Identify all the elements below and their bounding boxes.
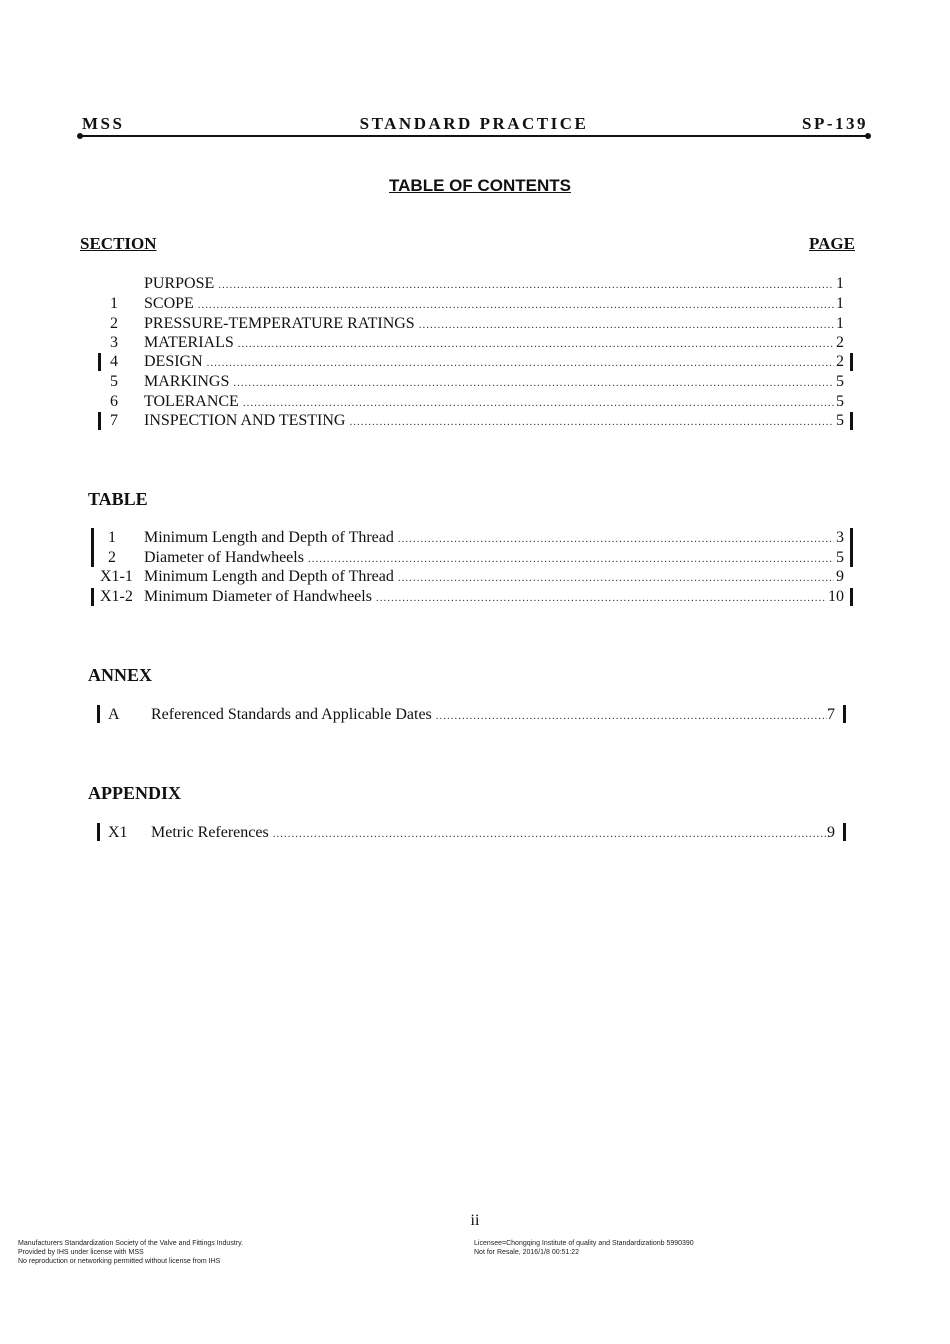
entry-title: Minimum Length and Depth of Thread bbox=[144, 568, 394, 585]
toc-entry-design[interactable] bbox=[80, 352, 860, 372]
toc-annex-entry-a[interactable] bbox=[80, 705, 860, 725]
dot-leader bbox=[308, 549, 834, 569]
dot-leader bbox=[233, 373, 834, 393]
header-rule-left-dot bbox=[77, 133, 83, 139]
toc-entry-tolerance[interactable] bbox=[80, 392, 860, 412]
footer-line: Licensee=Chongqing Institute of quality and Standardizationb 5990390 bbox=[474, 1240, 694, 1247]
dot-leader bbox=[273, 824, 827, 844]
toc-entry-markings[interactable] bbox=[80, 372, 860, 392]
entry-page: 2 bbox=[836, 353, 844, 370]
change-bar bbox=[850, 588, 853, 606]
entry-number: 1 bbox=[108, 529, 116, 546]
footer-line: Not for Resale, 2016/1/8 00:51:22 bbox=[474, 1249, 580, 1256]
change-bar bbox=[91, 588, 94, 606]
entry-page: 5 bbox=[836, 393, 844, 410]
dot-leader bbox=[419, 315, 834, 335]
change-bar bbox=[843, 705, 846, 723]
entry-number: 5 bbox=[110, 373, 118, 390]
dot-leader bbox=[436, 706, 827, 726]
toc-table-entry-2[interactable] bbox=[80, 548, 860, 568]
entry-title: Diameter of Handwheels bbox=[144, 549, 304, 566]
entry-number: A bbox=[108, 706, 120, 723]
dot-leader bbox=[349, 412, 834, 432]
toc-entry-materials[interactable] bbox=[80, 333, 860, 353]
footer-line: No reproduction or networking permitted without license from IHS bbox=[18, 1258, 221, 1265]
toc-entry-inspection-and-testing[interactable] bbox=[80, 411, 860, 431]
footer-left bbox=[18, 1239, 243, 1266]
toc-entry-purpose[interactable] bbox=[80, 274, 860, 294]
change-bar bbox=[98, 353, 101, 371]
entry-title: PRESSURE-TEMPERATURE RATINGS bbox=[144, 315, 415, 332]
dot-leader bbox=[218, 275, 834, 295]
entry-page: 10 bbox=[828, 588, 844, 605]
toc-table-entry-x1-2[interactable] bbox=[80, 587, 860, 607]
entry-title: Minimum Diameter of Handwheels bbox=[144, 588, 372, 605]
dot-leader bbox=[198, 295, 834, 315]
entry-number: 1 bbox=[110, 295, 118, 312]
entry-number: 2 bbox=[110, 315, 118, 332]
page-number: ii bbox=[470, 1212, 480, 1229]
entry-page: 2 bbox=[836, 334, 844, 351]
change-bar bbox=[98, 412, 101, 430]
entry-title: TOLERANCE bbox=[144, 393, 239, 410]
change-bar bbox=[843, 823, 846, 841]
entry-page: 9 bbox=[836, 568, 844, 585]
header-doc-number: SP-139 bbox=[802, 114, 868, 133]
header-rule-right-dot bbox=[865, 133, 871, 139]
entry-page: 5 bbox=[836, 373, 844, 390]
annex-heading: ANNEX bbox=[88, 665, 153, 685]
dot-leader bbox=[376, 588, 826, 608]
entry-number: X1-1 bbox=[100, 568, 133, 585]
entry-page: 1 bbox=[836, 275, 844, 292]
header-rule bbox=[80, 135, 868, 137]
entry-title: DESIGN bbox=[144, 353, 203, 370]
entry-number: X1-2 bbox=[100, 588, 133, 605]
entry-title: Metric References bbox=[151, 824, 269, 841]
section-column-heading: SECTION bbox=[80, 234, 157, 253]
footer-right bbox=[474, 1239, 694, 1257]
footer-line: Provided by IHS under license with MSS bbox=[18, 1249, 144, 1256]
entry-number: 4 bbox=[110, 353, 118, 370]
table-heading: TABLE bbox=[88, 489, 148, 509]
entry-title: MARKINGS bbox=[144, 373, 230, 390]
dot-leader bbox=[398, 568, 834, 588]
entry-number: X1 bbox=[108, 824, 128, 841]
change-bar bbox=[97, 823, 100, 841]
running-header bbox=[80, 114, 868, 134]
entry-page: 5 bbox=[836, 412, 844, 429]
entry-number: 7 bbox=[110, 412, 118, 429]
toc-title: TABLE OF CONTENTS bbox=[389, 176, 571, 195]
entry-number: 2 bbox=[108, 549, 116, 566]
change-bar bbox=[850, 353, 853, 371]
change-bar bbox=[97, 705, 100, 723]
toc-entry-scope[interactable] bbox=[80, 294, 860, 314]
entry-page: 3 bbox=[836, 529, 844, 546]
entry-number: 3 bbox=[110, 334, 118, 351]
entry-number: 6 bbox=[110, 393, 118, 410]
entry-title: MATERIALS bbox=[144, 334, 234, 351]
toc-appendix-entry-x1[interactable] bbox=[80, 823, 860, 843]
entry-page: 1 bbox=[836, 315, 844, 332]
toc-table-entry-1[interactable] bbox=[80, 528, 860, 548]
header-doc-type: STANDARD PRACTICE bbox=[359, 114, 589, 133]
entry-page: 9 bbox=[827, 824, 835, 841]
footer-line: Manufacturers Standardization Society of the Valve and Fittings Industry. bbox=[18, 1240, 244, 1247]
entry-title: PURPOSE bbox=[144, 275, 215, 292]
change-bar bbox=[91, 528, 94, 567]
entry-title: Minimum Length and Depth of Thread bbox=[144, 529, 394, 546]
toc-table-entry-x1-1[interactable] bbox=[80, 567, 860, 587]
entry-title: SCOPE bbox=[144, 295, 194, 312]
dot-leader bbox=[238, 334, 834, 354]
dot-leader bbox=[207, 353, 834, 373]
change-bar bbox=[850, 528, 853, 567]
entry-title: Referenced Standards and Applicable Dates bbox=[151, 706, 432, 723]
dot-leader bbox=[243, 393, 834, 413]
entry-page: 5 bbox=[836, 549, 844, 566]
entry-page: 7 bbox=[827, 706, 835, 723]
dot-leader bbox=[398, 529, 834, 549]
appendix-heading: APPENDIX bbox=[88, 783, 181, 803]
entry-title: INSPECTION AND TESTING bbox=[144, 412, 346, 429]
entry-page: 1 bbox=[836, 295, 844, 312]
page-column-heading: PAGE bbox=[809, 234, 855, 253]
toc-entry-pressure-temperature-ratings[interactable] bbox=[80, 314, 860, 334]
header-org: MSS bbox=[82, 114, 125, 133]
change-bar bbox=[850, 412, 853, 430]
